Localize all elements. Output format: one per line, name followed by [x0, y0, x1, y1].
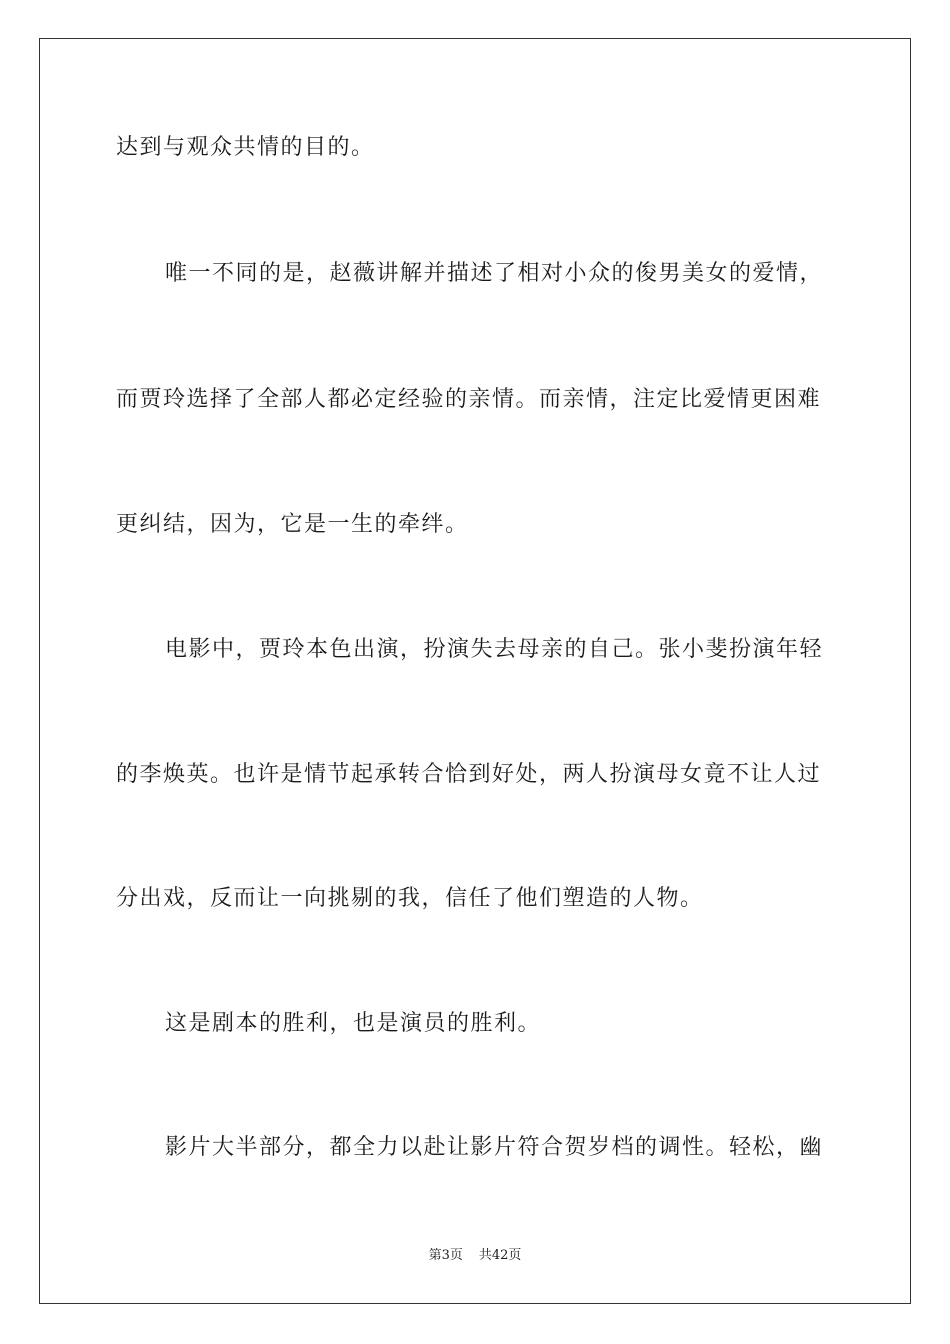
- body-line-1: 达到与观众共情的目的。: [116, 135, 375, 160]
- total-pages-label: 共42页: [478, 1248, 522, 1263]
- body-line-2: 唯一不同的是，赵薇讲解并描述了相对小众的俊男美女的爱情，: [165, 261, 824, 286]
- body-line-3: 而贾玲选择了全部人都必定经验的亲情。而亲情，注定比爱情更困难: [116, 387, 822, 412]
- page-footer: [0, 1247, 950, 1265]
- body-line-5: 电影中，贾玲本色出演，扮演失去母亲的自己。张小斐扮演年轻: [165, 637, 824, 662]
- body-line-7: 分出戏，反而让一向挑剔的我，信任了他们塑造的人物。: [116, 886, 704, 911]
- current-page-label: 第3页: [428, 1248, 463, 1263]
- page-border: [39, 38, 911, 1304]
- body-line-4: 更纠结，因为，它是一生的牵绊。: [116, 512, 469, 537]
- body-line-9: 影片大半部分，都全力以赴让影片符合贺岁档的调性。轻松，幽: [165, 1135, 824, 1160]
- body-line-8: 这是剧本的胜利，也是演员的胜利。: [165, 1011, 542, 1036]
- body-line-6: 的李焕英。也许是情节起承转合恰到好处，两人扮演母女竟不让人过: [116, 762, 822, 787]
